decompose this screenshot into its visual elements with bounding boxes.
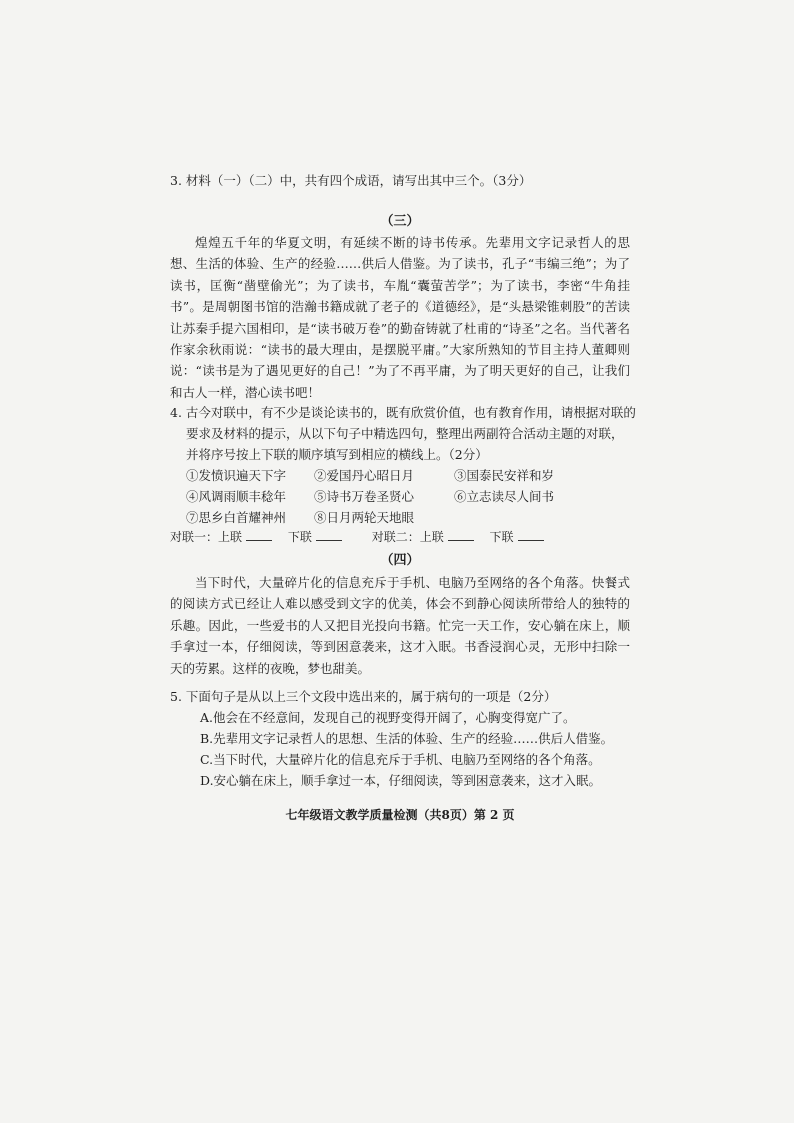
option-8: ⑧日月两轮天地眼 xyxy=(314,510,415,525)
couplet-1-down-label: 下联 xyxy=(287,530,312,544)
option-3: ③国泰民安祥和岁 xyxy=(454,468,555,483)
option-1: ①发愤识遍天下字 xyxy=(186,468,287,483)
question-3: 3. 材料（一）（二）中，共有四个成语，请写出其中三个。（3分） xyxy=(170,173,532,188)
couplet-2-down-blank[interactable] xyxy=(518,530,544,541)
option-b: B.先辈用文字记录哲人的思想、生活的体验、生产的经验……供后人借鉴。 xyxy=(200,731,614,746)
question-5-stem: 5. 下面句子是从以上三个文段中选出来的，属于病句的一项是（2分） xyxy=(170,689,557,704)
couplet-1-label: 对联一：上联 xyxy=(170,530,243,544)
section-4-passage: 当下时代，大量碎片化的信息充斥于手机、电脑乃至网络的各个角落。快餐式的阅读方式已经让人难以感受到文字的优美，体会不到静心阅读所带给人的独特的乐趣。因此，一些爱书的人又把目光投向书籍。忙完一天工作，安心躺在床上，顺手拿过一本，仔细阅读，等到困意袭来，这才入眠。书香浸润心灵，无形中扫除一天的劳累。这样的夜晚，梦也甜美。 xyxy=(170,575,630,676)
couplet-2-up-blank[interactable] xyxy=(448,530,474,541)
question-5 xyxy=(170,686,630,791)
option-d: D.安心躺在床上，顺手拿过一本，仔细阅读，等到困意袭来，这才入眠。 xyxy=(200,773,602,788)
option-7: ⑦思乡白首耀神州 xyxy=(186,510,287,525)
couplet-1-down-blank[interactable] xyxy=(316,530,342,541)
option-c: C.当下时代，大量碎片化的信息充斥于手机、电脑乃至网络的各个角落。 xyxy=(200,752,601,767)
section-4-title: （四） xyxy=(380,553,420,568)
page-footer: 七年级语文教学质量检测（共8页）第 2 页 xyxy=(285,808,515,822)
option-5: ⑤诗书万卷圣贤心 xyxy=(314,489,415,504)
couplet-answer-row xyxy=(170,527,630,548)
question-4-line-1: 4. 古今对联中，有不少是谈论读书的，既有欣赏价值，也有教育作用，请根据对联的 xyxy=(170,405,636,420)
option-4: ④风调雨顺丰稔年 xyxy=(186,489,287,504)
option-6: ⑥立志读尽人间书 xyxy=(454,489,555,504)
question-4-line-3: 并将序号按上下联的顺序填写到相应的横线上。（2分） xyxy=(186,447,488,462)
question-4 xyxy=(170,402,636,528)
couplet-options xyxy=(170,465,630,528)
couplet-2-label: 对联二：上联 xyxy=(371,530,444,544)
option-a: A.他会在不经意间，发现自己的视野变得开阔了，心胸变得宽广了。 xyxy=(200,710,576,725)
option-2: ②爱国丹心昭日月 xyxy=(314,468,415,483)
section-3-title: （三） xyxy=(380,214,420,229)
couplet-2-down-label: 下联 xyxy=(489,530,514,544)
question-4-line-2: 要求及材料的提示，从以下句子中精选四句，整理出两副符合活动主题的对联， xyxy=(186,426,624,441)
section-3-passage: 煌煌五千年的华夏文明，有延续不断的诗书传承。先辈用文字记录哲人的思想、生活的体验、生产的经验……供后人借鉴。为了读书，孔子“韦编三绝”；为了读书，匡衡“凿壁偷光”；为了读书，车胤“囊萤苦学”；为了读书，李密“牛角挂书”。是周朝图书馆的浩瀚书籍成就了老子的《道德经》，是“头悬梁锥刺股”的苦读让苏秦手提六国相印，是“读书破万卷”的勤奋铸就了杜甫的“诗圣”之名。当代著名作家余秋雨说：“读书的最大理由，是摆脱平庸。”大家所熟知的节目主持人董卿则说：“读书是为了遇见更好的自己！”为了不再平庸，为了明天更好的自己，让我们和古人一样，潜心读书吧！ xyxy=(170,235,630,400)
couplet-1-up-blank[interactable] xyxy=(246,530,272,541)
